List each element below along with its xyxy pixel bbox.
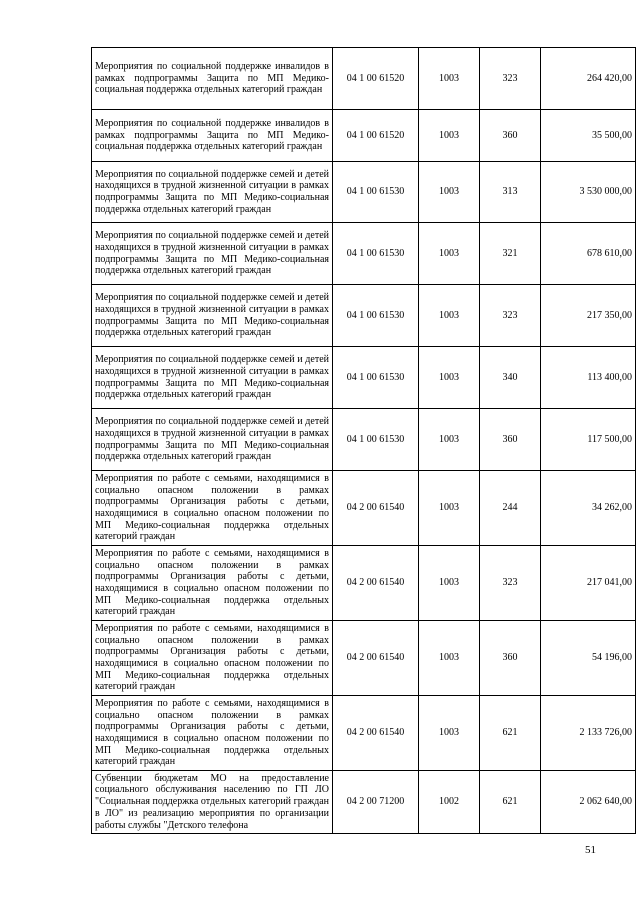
expense-name-cell: Мероприятия по работе с семьями, находящимися в социально опасном положении в рамках подпрограммы Организация работы с детьми, находящимися в социально опасном положении по МП Медико-социальная поддержка отдельных категорий граждан: [92, 696, 333, 771]
target-article-cell: 04 1 00 61520: [333, 110, 419, 162]
expense-name-cell: Мероприятия по социальной поддержке семей и детей находящихся в трудной жизненной ситуации в рамках подпрограммы Защита по МП Медико-социальная поддержка отдельных категорий граждан: [92, 162, 333, 223]
target-article-cell: 04 2 00 71200: [333, 771, 419, 834]
table-row: [92, 162, 636, 223]
table-row: [92, 471, 636, 546]
section-cell: 1003: [419, 621, 480, 696]
amount-cell: 2 133 726,00: [541, 696, 636, 771]
amount-cell: 2 062 640,00: [541, 771, 636, 834]
amount-cell: 34 262,00: [541, 471, 636, 546]
amount-cell: 113 400,00: [541, 347, 636, 409]
expense-name-cell: Мероприятия по работе с семьями, находящимися в социально опасном положении в рамках подпрограммы Организация работы с детьми, находящимися в социально опасном положении по МП Медико-социальная поддержка отдельных категорий граждан: [92, 546, 333, 621]
expense-name-cell: Мероприятия по социальной поддержке семей и детей находящихся в трудной жизненной ситуации в рамках подпрограммы Защита по МП Медико-социальная поддержка отдельных категорий граждан: [92, 223, 333, 285]
expense-type-cell: 323: [480, 546, 541, 621]
expense-name-cell: Субвенции бюджетам МО на предоставление социального обслуживания населению по ГП ЛО "Социальная поддержка отдельных категорий граждан в ЛО" из реализацию мероприятия по организации работы службы "Детского телефона: [92, 771, 333, 834]
section-cell: 1003: [419, 162, 480, 223]
amount-cell: 54 196,00: [541, 621, 636, 696]
table-row: [92, 48, 636, 110]
expense-name-cell: Мероприятия по социальной поддержке инвалидов в рамках подпрограммы Защита по МП Медико-социальная поддержка отдельных категорий граждан: [92, 48, 333, 110]
target-article-cell: 04 1 00 61530: [333, 162, 419, 223]
expense-type-cell: 313: [480, 162, 541, 223]
amount-cell: 264 420,00: [541, 48, 636, 110]
page-number: 51: [585, 844, 596, 856]
section-cell: 1003: [419, 347, 480, 409]
table-row: [92, 223, 636, 285]
table-row: [92, 347, 636, 409]
table-row: [92, 696, 636, 771]
target-article-cell: 04 1 00 61530: [333, 223, 419, 285]
expense-name-cell: Мероприятия по социальной поддержке семей и детей находящихся в трудной жизненной ситуации в рамках подпрограммы Защита по МП Медико-социальная поддержка отдельных категорий граждан: [92, 285, 333, 347]
expense-name-cell: Мероприятия по социальной поддержке семей и детей находящихся в трудной жизненной ситуации в рамках подпрограммы Защита по МП Медико-социальная поддержка отдельных категорий граждан: [92, 347, 333, 409]
table-row: [92, 409, 636, 471]
expense-name-cell: Мероприятия по работе с семьями, находящимися в социально опасном положении в рамках подпрограммы Организация работы с детьми, находящимися в социально опасном положении по МП Медико-социальная поддержка отдельных категорий граждан: [92, 471, 333, 546]
target-article-cell: 04 2 00 61540: [333, 471, 419, 546]
target-article-cell: 04 1 00 61530: [333, 409, 419, 471]
expense-type-cell: 360: [480, 621, 541, 696]
expense-type-cell: 323: [480, 285, 541, 347]
amount-cell: 678 610,00: [541, 223, 636, 285]
section-cell: 1003: [419, 546, 480, 621]
table-row: [92, 546, 636, 621]
expense-type-cell: 244: [480, 471, 541, 546]
expense-type-cell: 360: [480, 110, 541, 162]
expense-type-cell: 323: [480, 48, 541, 110]
amount-cell: 117 500,00: [541, 409, 636, 471]
section-cell: 1003: [419, 110, 480, 162]
amount-cell: 35 500,00: [541, 110, 636, 162]
expense-name-cell: Мероприятия по социальной поддержке семей и детей находящихся в трудной жизненной ситуации в рамках подпрограммы Защита по МП Медико-социальная поддержка отдельных категорий граждан: [92, 409, 333, 471]
table-row: [92, 110, 636, 162]
table-row: [92, 621, 636, 696]
amount-cell: 217 350,00: [541, 285, 636, 347]
expense-type-cell: 321: [480, 223, 541, 285]
amount-cell: 3 530 000,00: [541, 162, 636, 223]
section-cell: 1002: [419, 771, 480, 834]
expense-name-cell: Мероприятия по работе с семьями, находящимися в социально опасном положении в рамках подпрограммы Организация работы с детьми, находящимися в социально опасном положении по МП Медико-социальная поддержка отдельных категорий граждан: [92, 621, 333, 696]
amount-cell: 217 041,00: [541, 546, 636, 621]
target-article-cell: 04 2 00 61540: [333, 546, 419, 621]
target-article-cell: 04 1 00 61520: [333, 48, 419, 110]
table-row: [92, 285, 636, 347]
expense-type-cell: 621: [480, 771, 541, 834]
budget-table: [91, 47, 636, 834]
target-article-cell: 04 2 00 61540: [333, 621, 419, 696]
table-row: [92, 771, 636, 834]
target-article-cell: 04 1 00 61530: [333, 347, 419, 409]
target-article-cell: 04 2 00 61540: [333, 696, 419, 771]
section-cell: 1003: [419, 471, 480, 546]
section-cell: 1003: [419, 409, 480, 471]
section-cell: 1003: [419, 285, 480, 347]
expense-name-cell: Мероприятия по социальной поддержке инвалидов в рамках подпрограммы Защита по МП Медико-социальная поддержка отдельных категорий граждан: [92, 110, 333, 162]
section-cell: 1003: [419, 48, 480, 110]
target-article-cell: 04 1 00 61530: [333, 285, 419, 347]
section-cell: 1003: [419, 696, 480, 771]
expense-type-cell: 360: [480, 409, 541, 471]
section-cell: 1003: [419, 223, 480, 285]
expense-type-cell: 340: [480, 347, 541, 409]
expense-type-cell: 621: [480, 696, 541, 771]
